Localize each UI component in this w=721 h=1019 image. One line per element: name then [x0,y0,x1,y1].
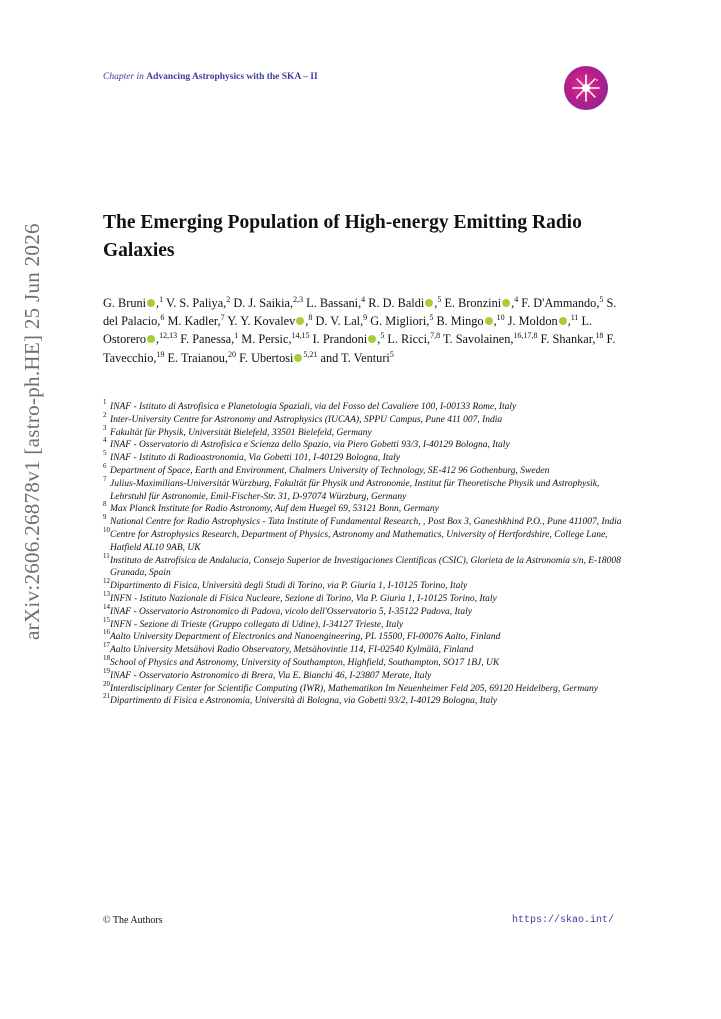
affiliation-text: Department of Space, Earth and Environment, Chalmers University of Technology, SE-412 96 Gothenburg, Sweden [110,465,550,476]
author-name: R. D. Baldi [368,296,425,310]
author-affiliation-ref: 9 [363,313,368,323]
affiliation-text: Instituto de Astrofísica de Andalucía, Consejo Superior de Investigaciones Científicas (CSIC), Glorieta de la Astronomía s/n, E-18008 Granada, Spain [110,555,621,579]
author-name: D. V. Lal [315,314,361,329]
author-affiliation-ref: 8 [308,313,313,323]
paper-title: The Emerging Population of High-energy Emitting Radio Galaxies [103,212,582,261]
affiliation-number: 2 [103,410,107,419]
author-affiliation-ref: 6 [160,313,165,323]
author-affiliation-ref: 7,8 [430,331,441,341]
author-affiliation-ref: 10 [496,313,505,323]
affiliation-item [103,525,633,555]
affiliation-number: 17 [103,641,110,650]
affiliation-item [103,692,633,708]
author-affiliation-ref: 18 [595,331,604,341]
affiliation-number: 3 [103,423,107,432]
author-affiliation-ref: 5 [599,295,604,304]
affiliation-item [103,602,633,619]
skao-url-link[interactable]: https://skao.int/ [512,915,615,926]
author-name: E. Bronzini [444,296,502,310]
affiliation-number: 21 [103,692,110,701]
author-name: F. D'Ammando [521,296,597,310]
affiliation-text: Aalto University Department of Electronics and Nanoengineering, PL 15500, FI-00076 Aalto, Finland [110,632,501,643]
affiliation-item [103,666,633,683]
author-affiliation-ref: 14,15 [291,331,310,341]
author-affiliation-ref: 20 [227,349,236,359]
affiliation-number: 18 [103,653,110,662]
book-title-link[interactable]: Advancing Astrophysics with the SKA – II [146,72,318,82]
author-affiliation-ref: 5 [429,313,434,323]
orcid-icon[interactable] [368,335,376,343]
affiliation-text: INAF - Osservatorio Astronomico di Brera, Via E. Bianchi 46, I-23807 Merate, Italy [110,670,432,681]
author-affiliation-ref: 11 [570,313,579,323]
author-name: D. J. Saikia [233,296,291,310]
affiliation-text: Inter-University Centre for Astronomy and Astrophysics (IUCAA), SPPU Campus, Pune 411 007, India [110,414,503,425]
affiliation-number: 19 [103,666,110,675]
author-affiliation-ref: 2,3 [293,295,304,304]
affiliation-number: 5 [103,449,107,458]
author-affiliation-ref: 1 [159,295,164,304]
author-name: T. Venturi [341,350,390,365]
author-name: M. Kadler [167,314,218,329]
author-name: F. Shankar [540,332,593,347]
affiliation-item [103,436,633,452]
author-affiliation-ref: 5 [437,295,442,304]
affiliation-text: Aalto University Metsähovi Radio Observatory, Metsähovintie 114, FI-02540 Kylmälä, Finland [110,645,474,656]
author-affiliation-ref: 4 [361,295,366,304]
affiliation-number: 16 [103,628,110,637]
affiliation-number: 13 [103,589,110,598]
affiliation-text: INAF - Osservatorio di Astrofisica e Scienza dello Spazio, via Piero Gobetti 93/3, I-40129 Bologna, Italy [110,440,510,451]
author-name: S. del Palacio [103,296,617,329]
affiliation-item [103,474,633,504]
author-affiliation-ref: 5 [380,331,385,341]
affiliation-text: Interdisciplinary Center for Scientific Computing (IWR), Mathematikon Im Neuenheimer Feld 205, 69120 Heidelberg, Germany [110,683,598,694]
affiliation-number: 11 [103,551,110,560]
affiliation-number: 15 [103,615,110,624]
affiliation-text: Fakultät für Physik, Universität Bielefeld, 33501 Bielefeld, Germany [110,427,372,438]
author-name: G. Bruni [103,296,147,310]
author-affiliation-ref: 5 [389,349,394,359]
affiliation-number: 10 [103,525,110,534]
affiliation-item [103,653,633,670]
affiliation-text: Centre for Astrophysics Research, Department of Physics, Astronomy and Mathematics, University of Hertfordshire, College Lane, Hatfield AL10 9AB, UK [110,529,608,553]
affiliation-number: 12 [103,577,110,586]
affiliation-item [103,513,633,529]
author-name: M. Persic [241,332,289,347]
author-name: Y. Y. Kovalev [227,314,296,329]
author-list: G. Bruni ,$^1$ V. S. Paliya,$^2$ D. J. Saikia,$^{2,3}$ L. Bassani,$^4$ R. D. Baldi ,$^5$ E. Bronzini ,$^4$ F. D'Ammando,$^5$ S. del Palacio,$^6$ M. Kadler,$^7$ Y. Y. Kovalev ,$^8$ D. V. Lal,$^9$ G. Migliori,$^5$ B. Mingo ,$^{10}$ J. Moldon ,$^{11}$ L. Ostorero ,$^{12,13}$ F. Panessa,$^1$ M. Persic,$^{14,15}$ I. Prandoni ,$^5$ L. Ricci,$^{7,8}$ T. Savolainen,$^{16,17,8}$ F. Shankar,$^{18}$ F. Tavecchio,$^{19}$ E. Traianou,$^{20}$ F. Ubertosi $^{5,21}$ and T. Venturi$^5$ [103,295,617,365]
orcid-icon[interactable] [147,335,155,343]
affiliation-text: Julius-Maximilians-Universität Würzburg, Fakultät für Physik und Astronomie, Institut für Theoretische Physik und Astrophysik, Lehrstuhl für Astronomie, Emil-Fischer-Str. 31, D-97074 Würzburg, Germany [110,478,600,502]
author-affiliation-ref: 5,21 [303,349,318,359]
author-name: L. Ricci [387,332,428,347]
author-name: I. Prandoni [312,332,368,347]
orcid-icon[interactable] [296,317,304,325]
copyright-notice: © The Authors [103,915,163,926]
author-name: B. Mingo [436,314,484,329]
affiliation-text: Max Planck Institute for Radio Astronomy, Auf dem Huegel 69, 53121 Bonn, Germany [110,504,439,515]
affiliation-item [103,679,633,696]
affiliation-number: 20 [103,679,110,688]
chapter-prefix: Chapter in [103,72,144,82]
orcid-icon[interactable] [294,354,302,362]
affiliation-number: 7 [103,474,107,483]
author-name: V. S. Paliya [165,296,224,310]
affiliation-item [103,410,633,427]
author-name: L. Ostorero [103,314,593,347]
affiliation-item [103,461,633,478]
chapter-header [103,72,318,82]
orcid-icon[interactable] [485,317,493,325]
affiliation-text: National Centre for Radio Astrophysics - Tata Institute of Fundamental Research, , Post Box 3, Ganeshkhind P.O., Pune 411007, India [110,517,622,528]
orcid-icon[interactable] [425,299,433,307]
affiliation-number: 4 [103,436,107,445]
affiliation-number: 8 [103,500,107,509]
affiliation-number: 9 [103,513,107,522]
author-name: L. Bassani [306,296,359,310]
author-name: E. Traianou [167,350,225,365]
affiliation-item [103,615,633,632]
author-name: F. Panessa [180,332,232,347]
affiliation-number: 1 [103,398,107,406]
affiliation-item [103,423,633,440]
orcid-icon[interactable] [502,299,510,307]
affiliation-text: Dipartimento di Fisica, Università degli Studi di Torino, via P. Giuria 1, I-10125 Torino, Italy [110,581,468,592]
affiliation-item [103,398,633,414]
author-affiliation-ref: 4 [514,295,519,304]
affiliation-number: 6 [103,461,107,470]
affiliation-text: INAF - Istituto di Astrofisica e Planetologia Spaziali, via del Fosso del Cavaliere 100, I-00133 Rome, Italy [110,402,517,412]
author-name: F. Tavecchio [103,332,616,365]
affiliation-item [103,551,633,581]
author-name: F. Ubertosi [239,350,294,365]
affiliation-item [103,500,633,516]
author-name: T. Savolainen [442,332,511,347]
affiliation-item [103,449,633,465]
affiliation-text: INFN - Istituto Nazionale di Fisica Nucleare, Sezione di Torino, Via P. Giuria 1, I-10125 Torino, Italy [110,593,497,604]
affiliation-text: Dipartimento di Fisica e Astronomia, Università di Bologna, via Gobetti 93/2, I-40129 Bologna, Italy [110,696,498,707]
affiliation-text: INFN - Sezione di Trieste (Gruppo collegato di Udine), I-34127 Trieste, Italy [110,619,404,630]
affiliation-item [103,577,633,593]
affiliation-list [103,398,633,708]
author-name: G. Migliori [370,314,427,329]
author-affiliation-ref: 16,17,8 [513,331,538,341]
ska-star-logo-icon [564,66,608,110]
author-affiliation-ref: 7 [220,313,225,323]
author-affiliation-ref: 12,13 [159,331,178,341]
affiliation-text: INAF - Istituto di Radioastronomia, Via Gobetti 101, I-40129 Bologna, Italy [110,453,400,464]
affiliation-number: 14 [103,602,110,611]
orcid-icon[interactable] [559,317,567,325]
author-name: J. Moldon [507,314,558,329]
affiliation-item [103,641,633,657]
affiliation-text: INAF - Osservatorio Astronomico di Padova, vicolo dell'Osservatorio 5, I-35122 Padova, Italy [110,606,472,617]
affiliation-item [103,628,633,644]
author-affiliation-ref: 19 [156,349,165,359]
author-affiliation-ref: 2 [226,295,231,304]
affiliation-item [103,589,633,606]
orcid-icon[interactable] [147,299,155,307]
arxiv-stamp: arXiv:2606.26878v1 [astro-ph.HE] 25 Jun 2026 [20,223,44,640]
affiliation-text: School of Physics and Astronomy, University of Southampton, Highfield, Southampton, SO17 1BJ, UK [110,657,500,668]
author-affiliation-ref: 1 [234,331,239,341]
